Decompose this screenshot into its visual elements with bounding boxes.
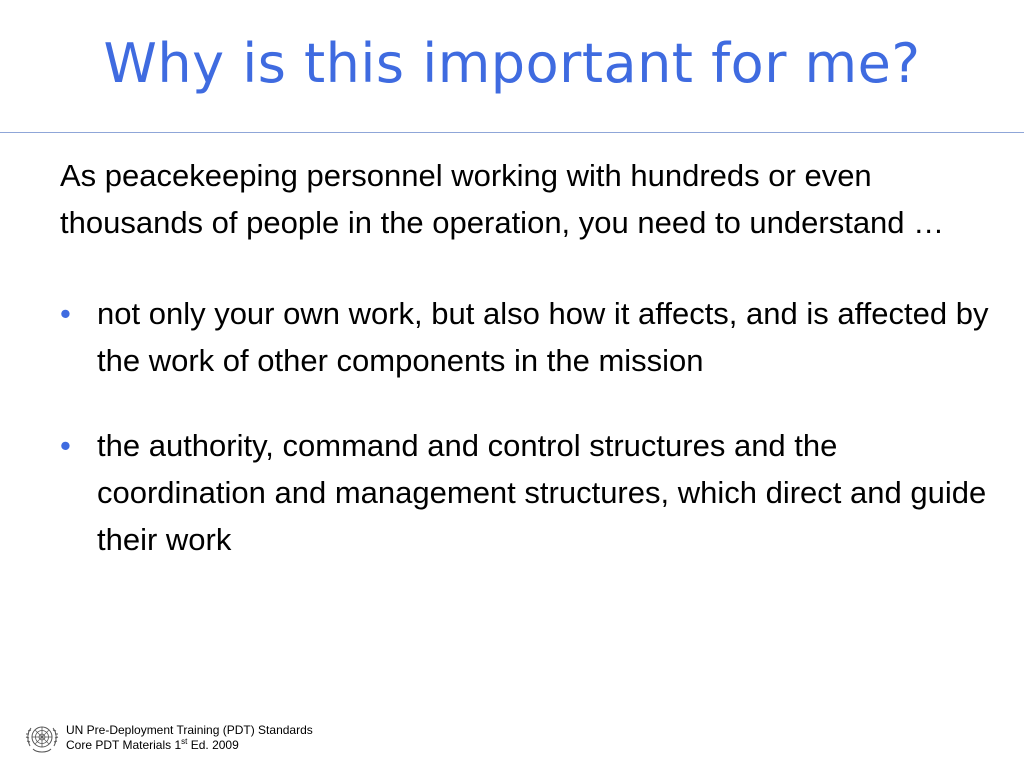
footer-line-2-prefix: Core PDT Materials 1 xyxy=(66,738,182,752)
intro-paragraph: As peacekeeping personnel working with hundreds or even thousands of people in the operation, you need to understand … xyxy=(60,158,945,240)
slide-body xyxy=(60,152,1000,563)
bullet-item xyxy=(60,290,1000,384)
footer-line-2 xyxy=(66,738,313,753)
footer-text xyxy=(66,723,313,753)
slide-title: Why is this important for me? xyxy=(103,32,921,95)
bullet-list xyxy=(60,290,1000,563)
footer-line-1: UN Pre-Deployment Training (PDT) Standards xyxy=(66,723,313,737)
un-emblem-icon xyxy=(24,720,60,756)
bullet-icon: • xyxy=(60,428,71,463)
bullet-text: the authority, command and control structures and the coordination and management structures, which direct and guide their work xyxy=(97,428,987,557)
footer-line-2-suffix: Ed. 2009 xyxy=(187,738,239,752)
bullet-item xyxy=(60,422,1000,563)
bullet-text: not only your own work, but also how it affects, and is affected by the work of other components in the mission xyxy=(97,296,989,378)
footer-line-2-sup: st xyxy=(181,737,188,746)
bullet-icon: • xyxy=(60,296,71,331)
footer xyxy=(24,718,313,758)
title-divider xyxy=(0,132,1024,133)
